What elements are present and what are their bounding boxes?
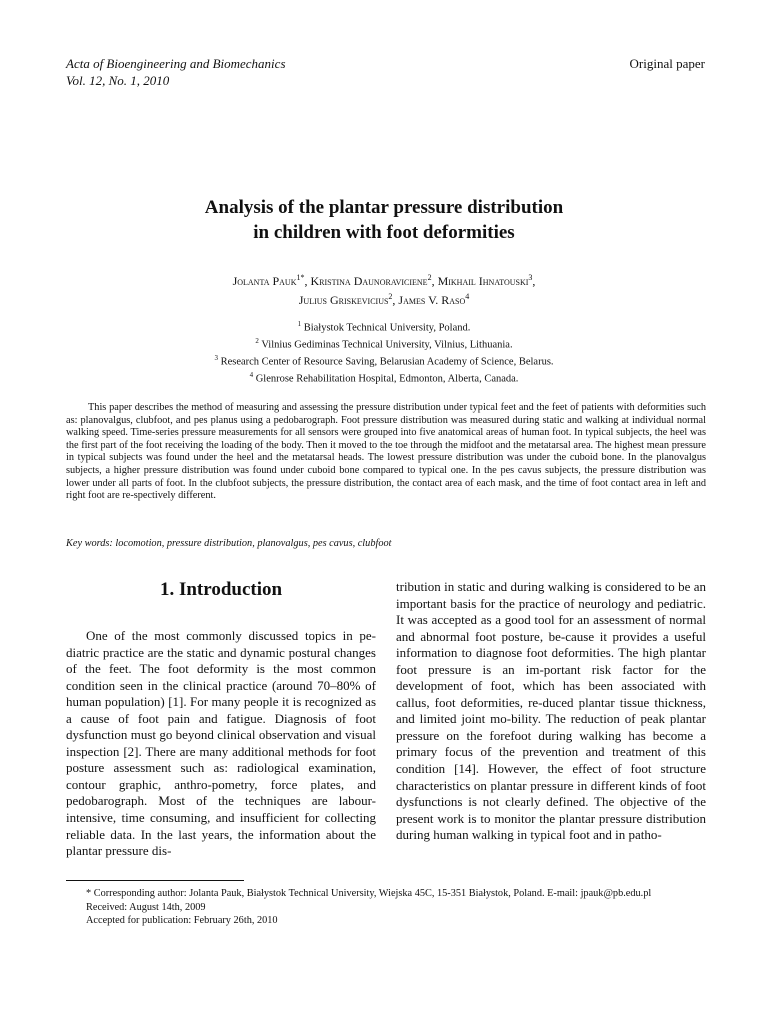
journal-volume: Vol. 12, No. 1, 2010	[66, 73, 170, 88]
author-list	[0, 270, 768, 308]
accepted-date: Accepted for publication: February 26th, 2010	[86, 915, 278, 926]
authors-line-1: Jolanta Pauk$^{1*}$, Kristina Daunoraviciene$^2$, Mikhail Ihnatouski$^3$,	[232, 273, 536, 288]
keywords	[66, 537, 391, 550]
corresponding-author-note: * Corresponding author: Jolanta Pauk, Białystok Technical University, Wiejska 45C, 15-351 Białystok, Poland. E-mail: jpauk@pb.edu.pl	[86, 888, 652, 899]
affiliation-sup: 3	[214, 354, 218, 362]
affiliation-text: Vilnius Gediminas Technical University, Vilnius, Lithuania.	[261, 339, 513, 351]
title-line-1: Analysis of the plantar pressure distribution	[204, 197, 564, 218]
paper-title	[0, 195, 768, 245]
affiliation-sup: 2	[255, 337, 259, 345]
affiliation-text: Research Center of Resource Saving, Belarusian Academy of Science, Belarus.	[220, 356, 554, 368]
abstract: This paper describes the method of measuring and assessing the pressure distribution under typical feet and the feet of patients with deformities such as: planovalgus, clubfoot, and pes planus using a pedobarograph. Foot pressure distribution was measured during static and walking at individual normal walking speed. Time-series pressure measurements for all sensors were grouped into five anatomical areas of human foot. In typical subjects, the heel was the first part of the foot receiving the loading of the body. Then it moved to the toe through the midfoot and the metatarsal area. The highest mean pressure in typical subjects was found under the heel and the metatarsal heads. The lowest pressure distribution was under the cuboid bone. In the planovalgus subjects, a higher pressure distribution was found under cuboid bone compared to typical one. In the pes cavus subjects, the pressure distribution was lower under all parts of foot. In the clubfoot subjects, the pressure distribution, the contact area of each mask, and the time of foot contact area in left and right foot are re-spectively different.	[66, 402, 706, 502]
author-sup: 4	[465, 292, 470, 301]
author-sup: 2	[388, 292, 393, 301]
paper-type: Original paper	[629, 56, 705, 71]
affiliation	[0, 369, 768, 386]
journal-info	[66, 55, 286, 89]
affiliation-text: Białystok Technical University, Poland.	[303, 322, 471, 334]
keywords-label: Key words	[66, 538, 110, 549]
journal-name: Acta of Bioengineering and Biomechanics	[66, 56, 286, 71]
affiliation	[0, 318, 768, 335]
author-name: Jolanta Pauk	[232, 274, 297, 288]
affiliation-sup: 4	[249, 371, 254, 379]
affiliation-text: Glenrose Rehabilitation Hospital, Edmonton, Alberta, Canada.	[255, 373, 519, 385]
authors-line-2: Julius Griskevicius$^2$, James V. Raso$^4$	[298, 292, 470, 307]
intro-column-right: tribution in static and during walking is considered to be an important basis for the practice of neurology and pediatric. It was accepted as a good tool for an assessment of normal and abnormal foot posture, be-cause it provides a useful information to diagnose foot deformities. The high plantar foot pressure is an im-portant risk factor for the development of foot, which has been associated with callus, foot deformities, re-duced plantar tissue thickness, and limited joint mo-bility. The reduction of peak plantar pressure on the forefoot during walking has become a primary focus of the prevention and treatment of this condition [14]. However, the effect of foot structure characteristics on plantar pressure in different kinds of foot dysfunctions is not clearly defined. The objective of the present work is to monitor the plantar pressure distribution during human walking in typical foot and in patho-	[396, 579, 706, 843]
keywords-text: : locomotion, pressure distribution, planovalgus, pes cavus, clubfoot	[109, 538, 392, 549]
affiliations	[0, 318, 768, 386]
section-heading: 1. Introduction	[159, 579, 283, 600]
affiliation	[0, 352, 768, 369]
title-line-2: in children with foot deformities	[253, 222, 515, 243]
author-sup: 1*	[296, 273, 305, 282]
footnotes	[86, 887, 651, 928]
author-sup: 2	[427, 273, 432, 282]
footnote-divider	[66, 880, 244, 881]
author-name: Kristina Daunoraviciene	[310, 274, 428, 288]
author-name: Julius Griskevicius	[298, 293, 389, 307]
author-sup: 3	[528, 273, 533, 282]
intro-column-left: One of the most commonly discussed topics in pe-diatric practice are the static and dynamic postural changes of the feet. The foot deformity is the most common condition seen in the clinical practice (around 70–80% of human population) [1]. For many people it is recognized as a cause of foot pain and fatigue. Diagnosis of foot dysfunction must go beyond clinical observation and visual inspection [2]. There are many additional methods for foot posture assessment such as: radiological examination, contour graphic, anthro-pometry, force plates, and pedobarograph. Most of the techniques are labour-intensive, time consuming, and insufficient for collecting reliable data. In the last years, the information about the plantar pressure dis-	[66, 628, 376, 859]
affiliation	[0, 335, 768, 352]
author-name: James V. Raso	[398, 293, 466, 307]
author-name: Mikhail Ihnatouski	[437, 274, 529, 288]
affiliation-sup: 1	[297, 320, 302, 328]
received-date: Received: August 14th, 2009	[86, 901, 206, 913]
